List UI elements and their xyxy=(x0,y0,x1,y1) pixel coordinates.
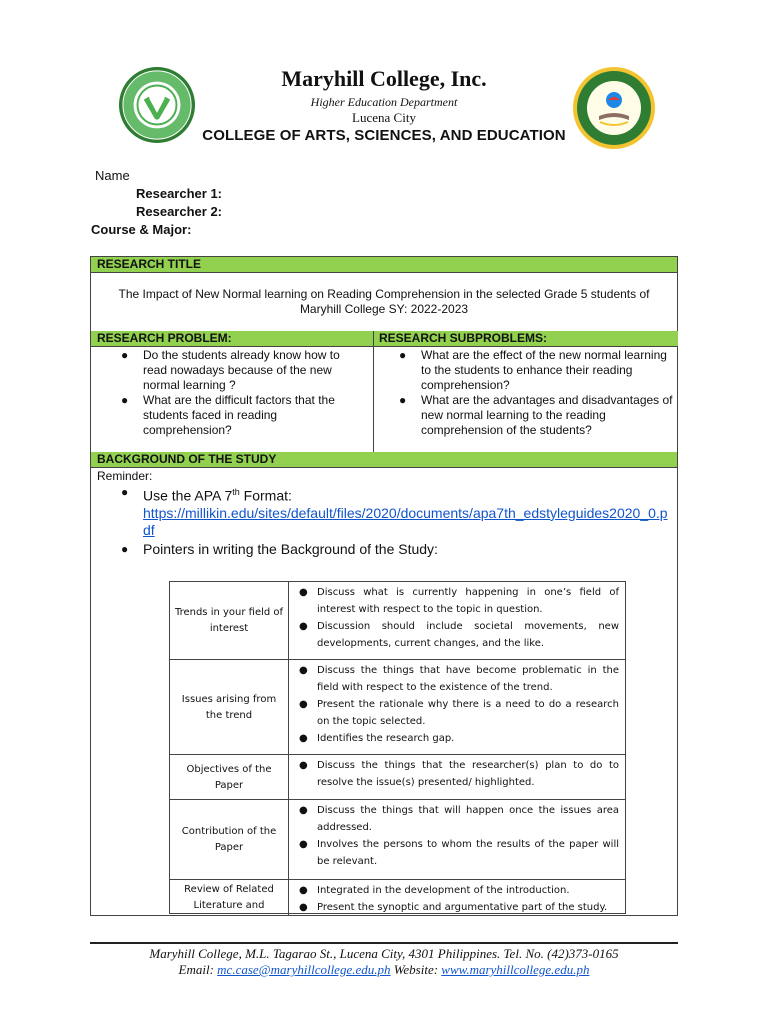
bullet-icon: ● xyxy=(121,348,129,362)
bullet-icon: ● xyxy=(121,485,129,499)
bullet-icon: ● xyxy=(299,805,308,816)
background-header: BACKGROUND OF THE STUDY xyxy=(91,452,677,467)
list-item xyxy=(293,836,619,870)
apa-text: Use the APA 7 xyxy=(143,487,233,504)
list-item-text: Involves the persons to whom the results of the paper will be relevant. xyxy=(317,839,619,867)
email-link[interactable]: mc.case@maryhillcollege.edu.ph xyxy=(217,962,391,977)
row-content xyxy=(288,660,625,755)
table-row xyxy=(170,879,625,916)
apa-superscript: th xyxy=(232,487,240,497)
list-item xyxy=(293,899,619,916)
row-label: Objectives of the Paper xyxy=(186,763,272,791)
list-item xyxy=(97,348,367,393)
research-subproblems-header: RESEARCH SUBPROBLEMS: xyxy=(373,331,678,346)
bullet-icon: ● xyxy=(299,587,308,598)
researcher-2-label: Researcher 2: xyxy=(136,204,222,219)
row-content xyxy=(288,880,625,916)
list-item-text: Integrated in the development of the introduction. xyxy=(317,885,570,896)
list-item xyxy=(293,802,619,836)
list-item-text: Present the rationale why there is a need to do a research on the topic selected. xyxy=(317,699,619,727)
row-label: Contribution of the Paper xyxy=(181,826,277,853)
list-item xyxy=(375,348,673,393)
research-subproblems-list xyxy=(375,348,673,438)
bullet-icon: ● xyxy=(121,393,129,407)
apa-guide-link[interactable]: https://millikin.edu/sites/default/files/2020/documents/apa7th_edstyleguides2020_0.pdf xyxy=(143,504,668,538)
bullet-icon: ● xyxy=(299,885,308,896)
college-unit-title: COLLEGE OF ARTS, SCIENCES, AND EDUCATION xyxy=(202,127,566,144)
research-problem-header: RESEARCH PROBLEM: xyxy=(91,331,373,346)
bullet-icon: ● xyxy=(399,348,407,362)
list-item xyxy=(375,393,673,438)
list-item xyxy=(293,696,619,730)
list-item xyxy=(293,584,619,618)
background-guide-table xyxy=(169,581,626,914)
footer-contact xyxy=(0,962,768,978)
reminder-list xyxy=(97,484,673,560)
researcher-1-label: Researcher 1: xyxy=(136,186,222,201)
list-item-text: What are the advantages and disadvantages of new normal learning to the reading comprehension of the students? xyxy=(421,393,673,437)
list-item-text: What are the difficult factors that the students faced in reading comprehension? xyxy=(143,393,335,437)
list-item-text: Discuss the things that have become problematic in the field with respect to the existence of the trend. xyxy=(317,665,619,693)
website-label: Website: xyxy=(390,962,442,977)
list-item xyxy=(293,730,619,747)
row-content xyxy=(288,582,625,659)
table-row xyxy=(170,754,625,800)
bullet-icon: ● xyxy=(299,839,308,850)
website-link[interactable]: www.maryhillcollege.edu.ph xyxy=(441,962,590,977)
bullet-icon: ● xyxy=(299,902,308,913)
apa-format-text: Format: xyxy=(239,487,292,504)
research-title-header: RESEARCH TITLE xyxy=(91,257,677,272)
row-content xyxy=(288,800,625,880)
reminder-label: Reminder: xyxy=(97,469,153,483)
email-label: Email: xyxy=(178,962,218,977)
course-major-label: Course & Major: xyxy=(91,222,192,237)
research-form-table xyxy=(90,256,678,916)
footer-address: Maryhill College, M.L. Tagarao St., Lucena City, 4301 Philippines. Tel. No. (42)373-0165 xyxy=(149,946,619,961)
row-label: Trends in your field of interest xyxy=(174,606,284,634)
list-item-text: Do the students already know how to read nowadays because of the new normal learning ? xyxy=(143,348,340,392)
list-item-text: Discuss what is currently happening in one’s field of interest with respect to the topic in question. xyxy=(317,587,619,615)
city-name: Lucena City xyxy=(352,110,416,125)
bullet-icon: ● xyxy=(299,760,308,771)
list-item-text: Identifies the research gap. xyxy=(317,733,455,744)
footer-divider xyxy=(90,942,678,944)
list-item-text: What are the effect of the new normal learning to the students to enhance their reading comprehension? xyxy=(421,348,667,392)
name-label: Name xyxy=(95,168,130,183)
table-row xyxy=(170,582,625,659)
bullet-icon: ● xyxy=(399,393,407,407)
list-item-text: Discuss the things that the researcher(s) plan to do to resolve the issue(s) presented/ highlighted. xyxy=(317,760,619,788)
list-item xyxy=(293,618,619,652)
row-content xyxy=(288,755,625,800)
list-item xyxy=(97,484,673,539)
list-item-text: Present the synoptic and argumentative part of the study. xyxy=(317,902,608,913)
list-item-text: Discussion should include societal movements, new developments, current changes, and the like. xyxy=(317,621,619,649)
bullet-icon: ● xyxy=(299,733,308,744)
bullet-icon: ● xyxy=(299,699,308,710)
list-item xyxy=(293,662,619,696)
row-label: Review of Related Literature and xyxy=(184,884,274,911)
research-problem-list xyxy=(97,348,367,438)
research-title-text: The Impact of New Normal learning on Reading Comprehension in the selected Grade 5 students of Maryhill College SY: 2022-2023 xyxy=(118,287,650,316)
bullet-icon: ● xyxy=(299,621,308,632)
list-item xyxy=(293,882,619,899)
bullet-icon: ● xyxy=(121,541,129,556)
table-row xyxy=(170,799,625,880)
list-item-text: Discuss the things that will happen once the issues area addressed. xyxy=(317,805,619,833)
list-item xyxy=(293,757,619,791)
college-name: Maryhill College, Inc. xyxy=(281,66,487,91)
list-item xyxy=(97,541,673,558)
bullet-icon: ● xyxy=(299,665,308,676)
department-name: Higher Education Department xyxy=(310,95,458,109)
row-label: Issues arising from the trend xyxy=(181,693,277,721)
list-item xyxy=(97,393,367,438)
table-row xyxy=(170,659,625,755)
pointers-text: Pointers in writing the Background of the Study: xyxy=(143,540,438,557)
